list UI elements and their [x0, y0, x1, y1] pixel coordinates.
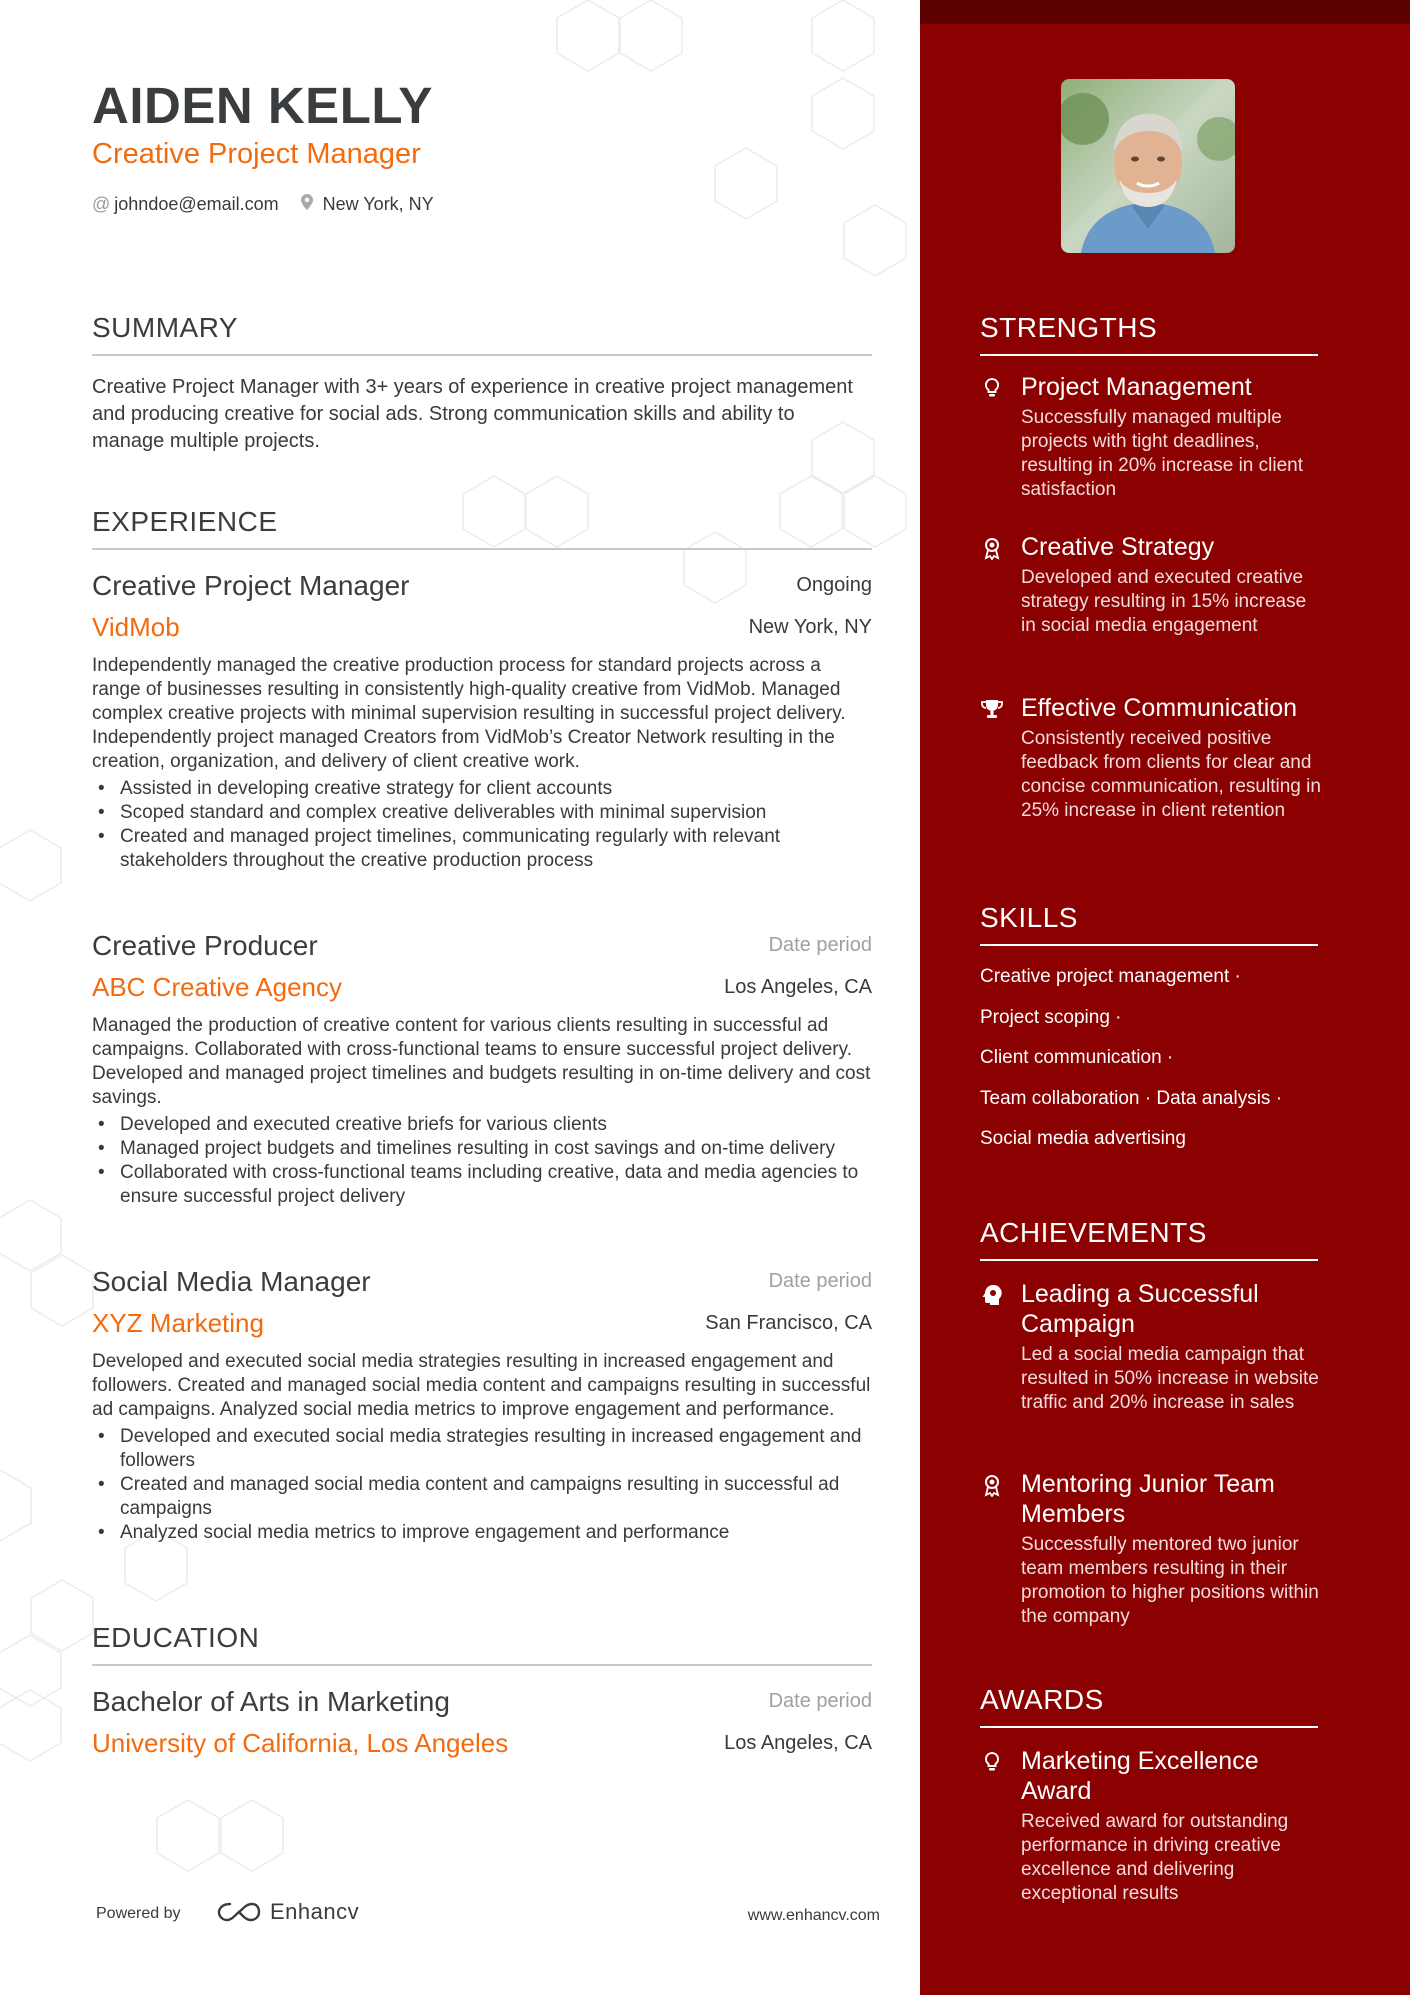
bullet-item: • Analyzed social media metrics to improve engagement and performance: [92, 1521, 872, 1545]
powered-by-label: Powered by: [96, 1905, 181, 1922]
sidebar: [920, 0, 1410, 1995]
bullet-item: • Collaborated with cross-functional teams including creative, data and media agencies to ensure successful project delivery: [92, 1161, 872, 1209]
enhancv-logo-icon: [216, 1900, 262, 1924]
award-title: Marketing Excellence Award: [1021, 1747, 1259, 1805]
education-location: Los Angeles, CA: [724, 1732, 872, 1754]
location-pin-icon: [301, 194, 313, 215]
education-date: Date period: [768, 1690, 872, 1712]
bullet-item: • Scoped standard and complex creative deliverables with minimal supervision: [92, 801, 872, 825]
trophy-icon: [980, 697, 1004, 721]
job-description: [92, 654, 872, 873]
head-icon: [980, 1283, 1004, 1307]
skill-row: Client communication ·: [980, 1047, 1174, 1068]
degree-title: Bachelor of Arts in Marketing: [92, 1686, 450, 1717]
award-icon: [980, 1473, 1004, 1497]
bullet-item: • Developed and executed social media strategies resulting in increased engagement and followers: [92, 1425, 872, 1473]
skills-list: [980, 962, 1320, 1165]
email-link[interactable]: johndoe@email.com: [114, 194, 279, 214]
website-link[interactable]: www.enhancv.com: [747, 1907, 880, 1924]
lightbulb-icon: [980, 1750, 1004, 1774]
skill-row: Social media advertising: [980, 1128, 1186, 1149]
skills-heading: SKILLS: [980, 902, 1318, 946]
strength-item: [980, 372, 1325, 502]
summary-text: Creative Project Manager with 3+ years of experience in creative project management and producing creative for social ads. Strong communication skills and ability to manage multiple projects.: [92, 376, 853, 452]
achievement-title: Leading a Successful Campaign: [1021, 1280, 1259, 1338]
job-location: Los Angeles, CA: [724, 976, 872, 998]
achievement-item: [980, 1279, 1325, 1415]
job-bullets: [92, 1113, 872, 1209]
awards-heading: AWARDS: [980, 1684, 1318, 1728]
job-title: Creative Project Manager: [92, 570, 410, 601]
contact-info: [92, 194, 434, 215]
achievement-desc: Successfully mentored two junior team members resulting in their promotion to higher positions within the company: [1021, 1534, 1319, 1627]
company-name: VidMob: [92, 612, 180, 642]
strength-desc: Successfully managed multiple projects with tight deadlines, resulting in 20% increase in client satisfaction: [1021, 407, 1303, 500]
achievement-item: [980, 1469, 1325, 1629]
job-date: Ongoing: [796, 574, 872, 596]
job-bullets: [92, 1425, 872, 1545]
job-description: [92, 1350, 872, 1545]
strength-title: Effective Communication: [1021, 694, 1298, 722]
strength-desc: Consistently received positive feedback from clients for clear and concise communication, resulting in 25% increase in client retention: [1021, 728, 1321, 821]
award-desc: Received award for outstanding performance in driving creative excellence and delivering exceptional results: [1021, 1811, 1289, 1904]
job-summary: Developed and executed social media strategies resulting in increased engagement and followers. Created and managed social media content and campaigns resulting in successful ad campaigns. Analyzed social media metrics to improve engagement and performance.: [92, 1351, 871, 1420]
summary-heading: SUMMARY: [92, 312, 872, 356]
bullet-item: • Created and managed social media content and campaigns resulting in successful ad campaigns: [92, 1473, 872, 1521]
strength-desc: Developed and executed creative strategy resulting in 15% increase in social media engagement: [1021, 567, 1307, 636]
at-sign-icon: @: [92, 194, 111, 214]
skill-row: Team collaboration · Data analysis ·: [980, 1087, 1283, 1109]
candidate-role: Creative Project Manager: [92, 138, 421, 170]
bullet-item: • Developed and executed creative briefs for various clients: [92, 1113, 872, 1137]
job-location: San Francisco, CA: [705, 1312, 872, 1334]
job-bullets: [92, 777, 872, 873]
job-title: Creative Producer: [92, 930, 318, 961]
strength-item: [980, 532, 1325, 638]
job-title: Social Media Manager: [92, 1266, 371, 1297]
strength-title: Project Management: [1021, 373, 1252, 401]
experience-heading: EXPERIENCE: [92, 506, 872, 550]
skill-row: Project scoping ·: [980, 1006, 1122, 1028]
achievements-heading: ACHIEVEMENTS: [980, 1217, 1318, 1261]
brand-name: Enhancv: [270, 1899, 360, 1924]
job-date: Date period: [768, 1270, 872, 1292]
strength-item: [980, 693, 1325, 823]
bullet-item: • Assisted in developing creative strategy for client accounts: [92, 777, 872, 801]
school-name: University of California, Los Angeles: [92, 1728, 509, 1758]
job-summary: Managed the production of creative content for various clients resulting in successful ad campaigns. Collaborated with cross-functional teams to ensure successful project delivery. Developed and managed project timelines and budgets resulting in on-time delivery and cost savings.: [92, 1015, 871, 1108]
skill-row: Creative project management ·: [980, 966, 1241, 987]
education-heading: EDUCATION: [92, 1622, 872, 1666]
profile-photo: [1061, 79, 1235, 253]
location-text: New York, NY: [322, 194, 434, 214]
achievement-title: Mentoring Junior Team Members: [1021, 1470, 1275, 1528]
enhancv-logo[interactable]: [216, 1899, 359, 1925]
award-item: [980, 1746, 1325, 1906]
company-name: XYZ Marketing: [92, 1308, 264, 1338]
bullet-item: • Managed project budgets and timelines resulting in cost savings and on-time delivery: [92, 1137, 872, 1161]
company-name: ABC Creative Agency: [92, 972, 343, 1002]
achievement-desc: Led a social media campaign that resulted in 50% increase in website traffic and 20% increase in sales: [1021, 1344, 1319, 1413]
candidate-name: AIDEN KELLY: [92, 77, 433, 134]
lightbulb-icon: [980, 376, 1004, 400]
award-icon: [980, 536, 1004, 560]
sidebar-top-bar: [920, 0, 1410, 24]
job-location: New York, NY: [748, 616, 872, 638]
job-summary: Independently managed the creative production process for standard projects across a range of businesses resulting in consistently high-quality creative from VidMob. Managed complex creative projects with minimal supervision resulting in successful project delivery. Independently project managed Creators from VidMob’s Creator Network resulting in the creation, organization, and delivery of client creative work.: [92, 655, 846, 772]
strengths-heading: STRENGTHS: [980, 312, 1318, 356]
job-date: Date period: [768, 934, 872, 956]
bullet-item: • Created and managed project timelines, communicating regularly with relevant stakeholders throughout the creative production process: [92, 825, 872, 873]
strength-title: Creative Strategy: [1021, 533, 1215, 561]
job-description: [92, 1014, 872, 1209]
